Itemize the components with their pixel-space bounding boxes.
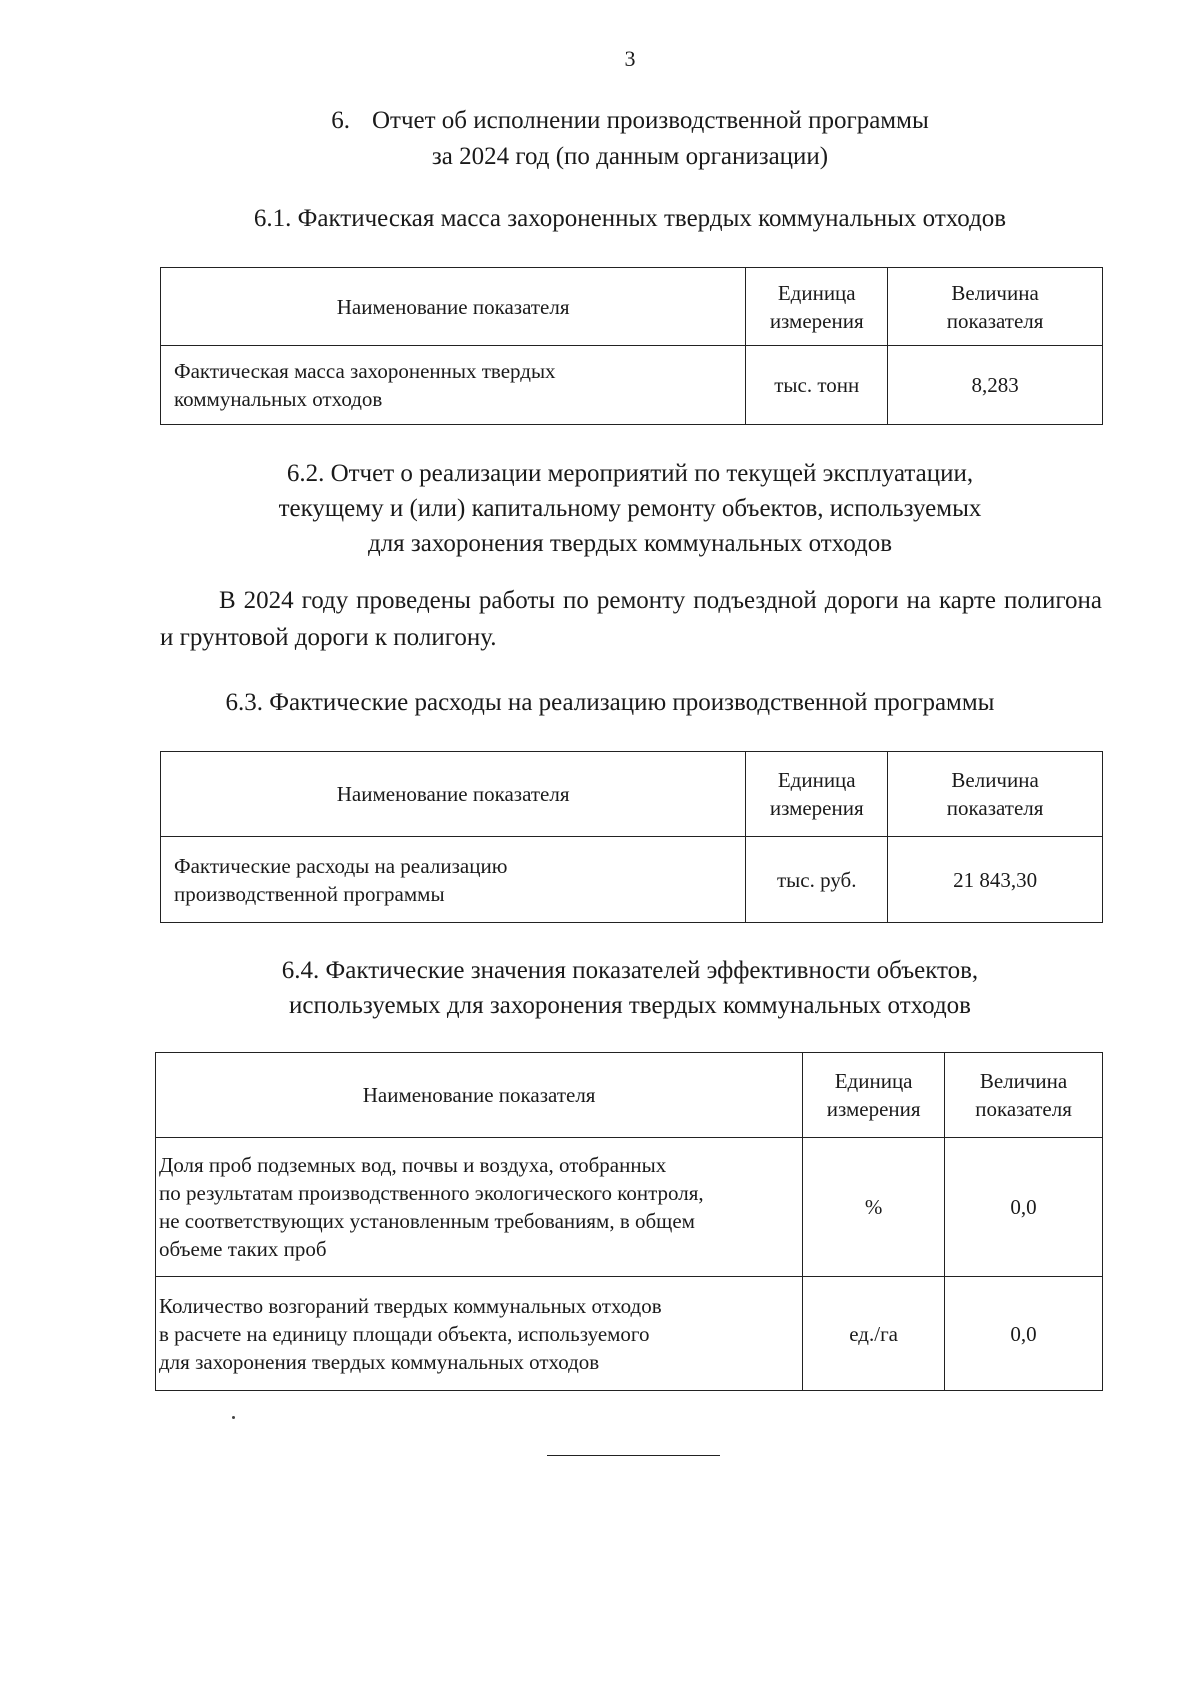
row-unit: тыс. руб. [746, 837, 888, 923]
scan-speck [232, 1416, 235, 1419]
row-name: Количество возгораний твердых коммунальных отходов в расчете на единицу площади объекта, используемого для захоронения твердых коммунальных отходов [156, 1277, 803, 1391]
section-6-3-title: 6.3. Фактические расходы на реализацию производственной программы [225, 689, 995, 716]
row-name: Фактическая масса захороненных твердых коммунальных отходов [161, 346, 746, 425]
section-6-number: 6. [331, 107, 350, 134]
row-value: 0,0 [945, 1277, 1103, 1391]
header-unit: Единица измерения [746, 752, 888, 837]
section-6-title-line2: за 2024 год (по данным организации) [431, 143, 829, 170]
table-row [161, 346, 1103, 425]
row-value: 21 843,30 [888, 837, 1103, 923]
header-value: Величина показателя [888, 268, 1103, 346]
table-actual-waste-mass [160, 267, 1103, 425]
table-header-row [161, 268, 1103, 346]
header-unit: Единица измерения [746, 268, 888, 346]
section-6-title-line1: 6. Отчет об исполнении производственной программы [331, 107, 929, 134]
row-name: Доля проб подземных вод, почвы и воздуха, отобранных по результатам производственного экологического контроля, не соответствующих установленным требованиям, в общем объеме таких проб [156, 1138, 803, 1277]
row-unit: % [803, 1138, 945, 1277]
section-6-2-heading: 6.2. Отчет о реализации мероприятий по текущей эксплуатации, текущему и (или) капитальному ремонту объектов, используемых для захоронения твердых коммунальных отходов [278, 460, 982, 557]
section-6-1-title: 6.1. Фактическая масса захороненных твердых коммунальных отходов [253, 205, 1007, 232]
table-header-row [156, 1053, 1103, 1138]
table-row [161, 837, 1103, 923]
section-6-4-heading: 6.4. Фактические значения показателей эффективности объектов, используемых для захоронения твердых коммунальных отходов [281, 957, 979, 1019]
row-value: 0,0 [945, 1138, 1103, 1277]
header-name: Наименование показателя [156, 1053, 803, 1138]
table-efficiency-indicators [155, 1052, 1103, 1391]
row-unit: ед./га [803, 1277, 945, 1391]
end-separator-line [547, 1455, 720, 1456]
table-actual-expenses [160, 751, 1103, 923]
header-name: Наименование показателя [161, 268, 746, 346]
table-row [156, 1277, 1103, 1391]
section-6-heading [0, 103, 1200, 175]
section-6-2-paragraph: В 2024 году проведены работы по ремонту подъездной дороги на карте полигона и грунтовой дороги к полигону. [160, 587, 1102, 651]
row-name: Фактические расходы на реализацию производственной программы [161, 837, 746, 923]
header-name: Наименование показателя [161, 752, 746, 837]
row-value: 8,283 [888, 346, 1103, 425]
table-row [156, 1138, 1103, 1277]
page-number: 3 [624, 46, 636, 71]
row-unit: тыс. тонн [746, 346, 888, 425]
header-value: Величина показателя [945, 1053, 1103, 1138]
header-value: Величина показателя [888, 752, 1103, 837]
table-header-row [161, 752, 1103, 837]
header-unit: Единица измерения [803, 1053, 945, 1138]
